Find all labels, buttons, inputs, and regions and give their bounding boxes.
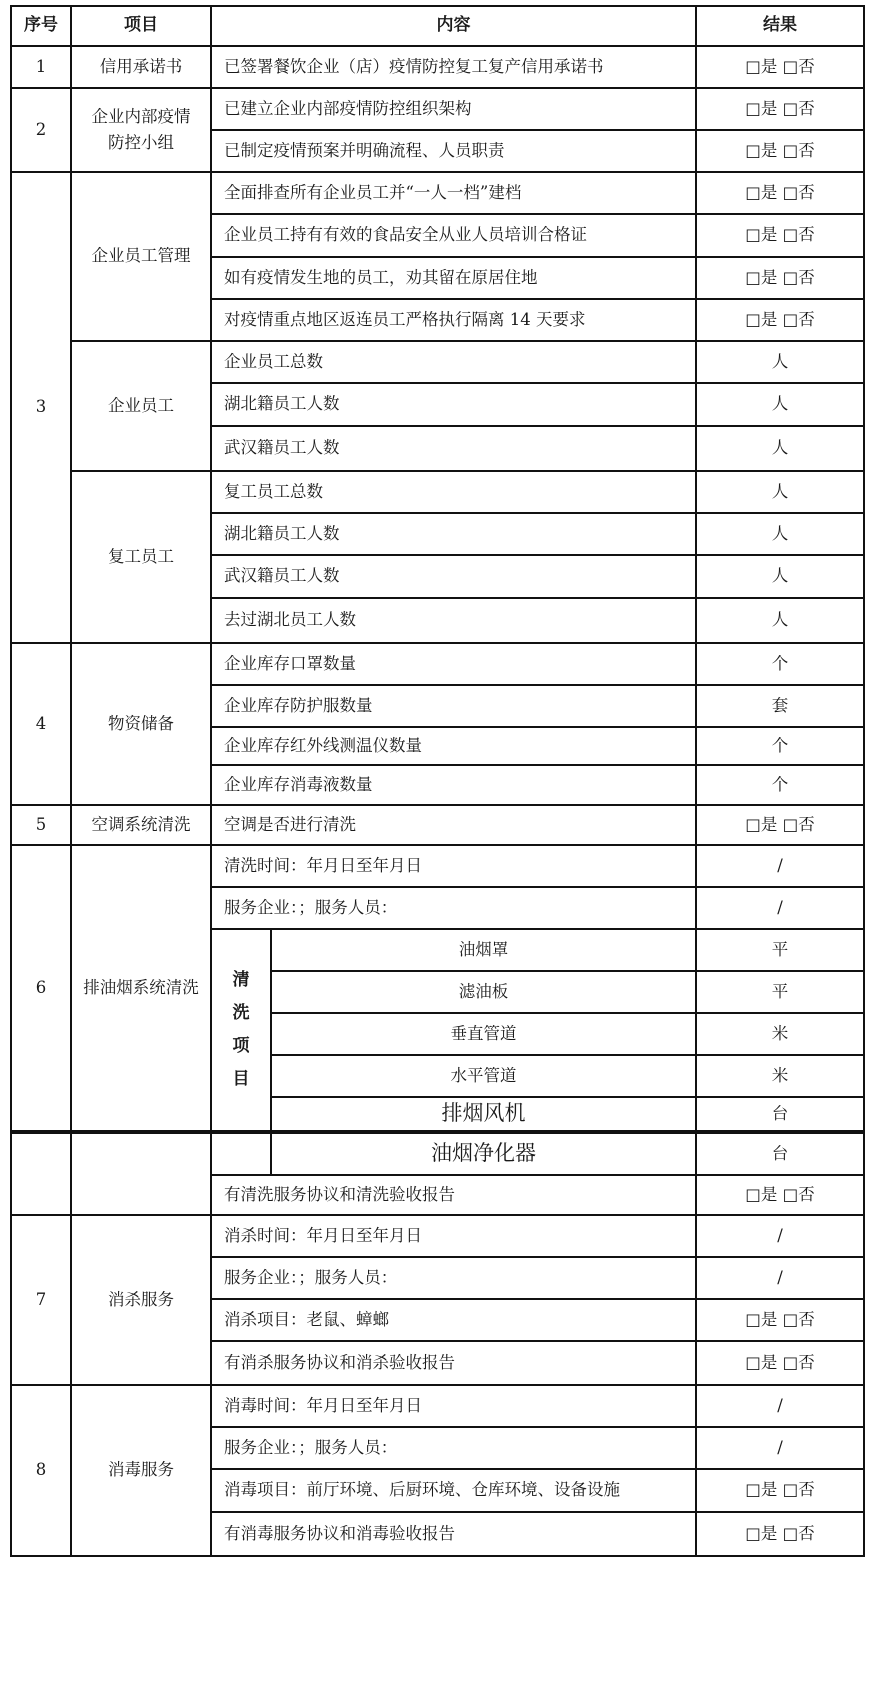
epidemic-checklist-table — [10, 5, 865, 1685]
section-3-result-11[interactable]: 人 — [695, 597, 865, 644]
section-3-row-6: 湖北籍员工人数 — [210, 382, 697, 427]
section-7-no: 7 — [10, 1214, 72, 1386]
section-8-item: 消毒服务 — [70, 1384, 212, 1557]
section-6-result-1[interactable]: / — [695, 844, 865, 888]
section-4-result-1[interactable]: 个 — [695, 642, 865, 686]
section-3-row-3: 如有疫情发生地的员工，劝其留在原居住地 — [210, 256, 697, 300]
section-6-result-2[interactable]: / — [695, 886, 865, 930]
section-6-item: 排油烟系统清洗 — [70, 844, 212, 1132]
section-8-row-2: 服务企业：；服务人员： — [210, 1426, 697, 1470]
section-8-result-1[interactable]: / — [695, 1384, 865, 1428]
section-3-row-5: 企业员工总数 — [210, 340, 697, 384]
section-7-result-2[interactable]: / — [695, 1256, 865, 1300]
section-8-row-1: 消毒时间：年月日至年月日 — [210, 1384, 697, 1428]
section-7-item: 消杀服务 — [70, 1214, 212, 1386]
section-3-row-1: 全面排查所有企业员工并“一人一档”建档 — [210, 171, 697, 215]
section-3-item-returned-staff: 复工员工 — [70, 470, 212, 644]
section-6-no: 6 — [10, 844, 72, 1132]
section-3-result-3[interactable]: □是 □否 — [695, 256, 865, 300]
clean-item-6-result[interactable]: 台 — [695, 1132, 865, 1176]
section-4-item: 物资储备 — [70, 642, 212, 806]
section-3-result-1[interactable]: □是 □否 — [695, 171, 865, 215]
section-4-row-3: 企业库存红外线测温仪数量 — [210, 726, 697, 766]
clean-item-5-result[interactable]: 台 — [695, 1096, 865, 1132]
section-3-result-10[interactable]: 人 — [695, 554, 865, 599]
clean-items-label-char-3: 项 — [232, 1036, 250, 1056]
clean-item-2: 滤油板 — [270, 970, 697, 1014]
header-content: 内容 — [210, 5, 697, 47]
section-8-result-2[interactable]: / — [695, 1426, 865, 1470]
section-4-result-4[interactable]: 个 — [695, 764, 865, 806]
section-3-item-staff-management: 企业员工管理 — [70, 171, 212, 342]
section-3-row-9: 湖北籍员工人数 — [210, 512, 697, 556]
section-3-result-4[interactable]: □是 □否 — [695, 298, 865, 342]
section-3-row-8: 复工员工总数 — [210, 470, 697, 514]
section-6-last-row: 有清洗服务协议和清洗验收报告 — [210, 1174, 697, 1216]
section-7-row-2: 服务企业：；服务人员： — [210, 1256, 697, 1300]
section-7-row-1: 消杀时间：年月日至年月日 — [210, 1214, 697, 1258]
section-4-row-4: 企业库存消毒液数量 — [210, 764, 697, 806]
section-7-result-1[interactable]: / — [695, 1214, 865, 1258]
section-5-no: 5 — [10, 804, 72, 846]
section-3-result-2[interactable]: □是 □否 — [695, 213, 865, 258]
header-item: 项目 — [70, 5, 212, 47]
clean-item-2-result[interactable]: 平 — [695, 970, 865, 1014]
header-result: 结果 — [695, 5, 865, 47]
section-3-result-9[interactable]: 人 — [695, 512, 865, 556]
clean-item-4-result[interactable]: 米 — [695, 1054, 865, 1098]
section-5-result-1[interactable]: □是 □否 — [695, 804, 865, 846]
section-7-result-3[interactable]: □是 □否 — [695, 1298, 865, 1342]
section-3-row-11: 去过湖北员工人数 — [210, 597, 697, 644]
clean-item-1-result[interactable]: 平 — [695, 928, 865, 972]
clean-items-label — [210, 928, 272, 1132]
continued-item — [70, 1132, 212, 1216]
clean-item-3: 垂直管道 — [270, 1012, 697, 1056]
section-2-result-2[interactable]: □是 □否 — [695, 129, 865, 173]
section-1-no: 1 — [10, 45, 72, 89]
clean-items-label-char-4: 目 — [232, 1069, 250, 1090]
section-8-result-4[interactable]: □是 □否 — [695, 1511, 865, 1557]
section-8-row-3: 消毒项目：前厅环境、后厨环境、仓库环境、设备设施 — [210, 1468, 697, 1513]
section-3-row-4: 对疫情重点地区返连员工严格执行隔离 14 天要求 — [210, 298, 697, 342]
section-6-row-1: 清洗时间：年月日至年月日 — [210, 844, 697, 888]
section-3-row-7: 武汉籍员工人数 — [210, 425, 697, 472]
section-3-item-staff: 企业员工 — [70, 340, 212, 472]
section-4-row-2: 企业库存防护服数量 — [210, 684, 697, 728]
section-1-row-1: 已签署餐饮企业（店）疫情防控复工复产信用承诺书 — [210, 45, 697, 89]
section-8-row-4: 有消毒服务协议和消毒验收报告 — [210, 1511, 697, 1557]
section-1-result-1[interactable]: □是 □否 — [695, 45, 865, 89]
section-3-result-8[interactable]: 人 — [695, 470, 865, 514]
section-7-row-4: 有消杀服务协议和消杀验收报告 — [210, 1340, 697, 1386]
section-2-item: 企业内部疫情防控小组 — [70, 87, 212, 173]
section-3-result-6[interactable]: 人 — [695, 382, 865, 427]
section-2-row-2: 已制定疫情预案并明确流程、人员职责 — [210, 129, 697, 173]
section-3-result-5[interactable]: 人 — [695, 340, 865, 384]
section-5-row-1: 空调是否进行清洗 — [210, 804, 697, 846]
section-2-result-1[interactable]: □是 □否 — [695, 87, 865, 131]
continued-no — [10, 1132, 72, 1216]
section-2-row-1: 已建立企业内部疫情防控组织架构 — [210, 87, 697, 131]
section-7-row-3: 消杀项目：老鼠、蟑螂 — [210, 1298, 697, 1342]
section-3-result-7[interactable]: 人 — [695, 425, 865, 472]
clean-items-label-char-2: 洗 — [232, 1002, 250, 1023]
header-no: 序号 — [10, 5, 72, 47]
section-7-result-4[interactable]: □是 □否 — [695, 1340, 865, 1386]
clean-item-5: 排烟风机 — [270, 1096, 697, 1132]
section-4-row-1: 企业库存口罩数量 — [210, 642, 697, 686]
section-8-no: 8 — [10, 1384, 72, 1557]
section-6-last-result[interactable]: □是 □否 — [695, 1174, 865, 1216]
section-4-result-2[interactable]: 套 — [695, 684, 865, 728]
continued-clean-label — [210, 1132, 272, 1176]
section-3-row-10: 武汉籍员工人数 — [210, 554, 697, 599]
section-4-no: 4 — [10, 642, 72, 806]
clean-item-4: 水平管道 — [270, 1054, 697, 1098]
section-4-result-3[interactable]: 个 — [695, 726, 865, 766]
clean-items-label-char-1: 清 — [232, 969, 250, 990]
section-1-item: 信用承诺书 — [70, 45, 212, 89]
section-3-no: 3 — [10, 171, 72, 644]
clean-item-6: 油烟净化器 — [270, 1132, 697, 1176]
section-5-item: 空调系统清洗 — [70, 804, 212, 846]
section-2-no: 2 — [10, 87, 72, 173]
section-8-result-3[interactable]: □是 □否 — [695, 1468, 865, 1513]
clean-item-1: 油烟罩 — [270, 928, 697, 972]
section-6-row-2: 服务企业：；服务人员： — [210, 886, 697, 930]
section-3-row-2: 企业员工持有有效的食品安全从业人员培训合格证 — [210, 213, 697, 258]
clean-item-3-result[interactable]: 米 — [695, 1012, 865, 1056]
